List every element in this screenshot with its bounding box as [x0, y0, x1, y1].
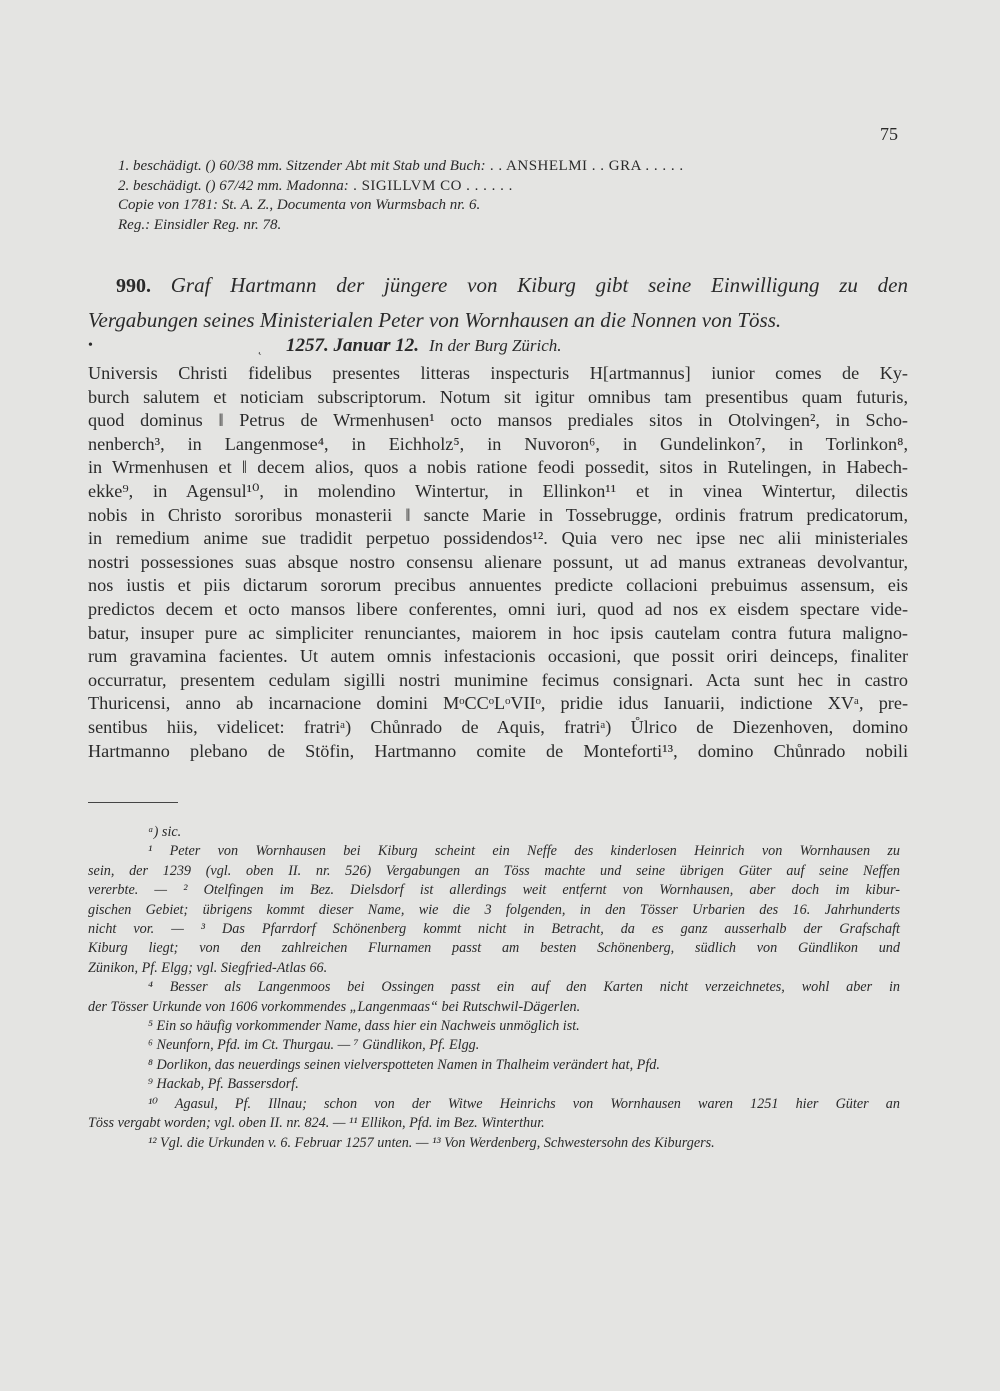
text-line: in remedium anime sue tradidit perpetuo possidendos¹². Quia vero nec ipse nec alii ministeriales	[88, 528, 908, 549]
footnote-line: ¹⁰ Agasul, Pf. Illnau; schon von der Witwe Heinrichs von Wornhausen waren 1251 hier Güter an	[148, 1095, 900, 1112]
footnote-line: gischen Gebiet; übrigens kommt dieser Name, wie die 3 folgenden, in den Tösser Urbarien des 16. Jahrhunderts	[88, 901, 900, 918]
text-line: nos iustis et piis dictarum sororum precibus annuentes predicte collacioni prebuimus assensum, eis	[88, 575, 908, 596]
text-line: sentibus hiis, videlicet: fratriᵃ) Chůnrado de Aquis, fratriᵃ) Ůlrico de Diezenhoven, domino	[88, 716, 908, 737]
seal-line: Copie von 1781: St. A. Z., Documenta von Wurmsbach nr. 6.	[118, 197, 481, 213]
seal-line: 1. beschädigt. () 60/38 mm. Sitzender Abt mit Stab und Buch: . . ANSHELMI . . GRA . . . . .	[118, 158, 684, 174]
margin-mark: •	[88, 338, 93, 353]
margin-mark: ˛	[258, 341, 262, 355]
text-line: quod dominus ‖ Petrus de Wrmenhusen¹ octo mansos prediales sitos in Otolvingen², in Scho-	[88, 410, 908, 431]
footnote-line: ⁵ Ein so häufig vorkommender Name, dass hier ein Nachweis unmöglich ist.	[148, 1018, 580, 1035]
seal-line: Reg.: Einsidler Reg. nr. 78.	[118, 216, 282, 233]
charter-number: 990.	[116, 275, 151, 297]
charter-text	[88, 362, 908, 763]
footnote-line: Kiburg liegt; von den zahlreichen Flurnamen passt am besten Schönenberg, südlich von Gündlikon und	[88, 940, 900, 957]
footnote-line: ⁹ Hackab, Pf. Bassersdorf.	[148, 1076, 299, 1093]
text-line: in Wrmenhusen et ‖ decem alios, quos a nobis ratione feodi possedit, sitos in Rutelingen, in Habech-	[88, 457, 908, 478]
text-line: Thuricensi, anno ab incarnacione domini MᵒCCᵒLᵒVIIᵒ, pridie idus Ianuarii, indictione XVᵃ, pre-	[88, 693, 908, 714]
footnote-line: sein, der 1239 (vgl. oben II. nr. 526) Vergabungen an Töss machte und seine übrigen Güter auf seine Neffen	[88, 862, 900, 879]
footnote-line: nicht vor. — ³ Das Pfarrdorf Schönenberg kommt nicht in Betracht, da es ganz ausserhalb der Grafschaft	[88, 921, 900, 938]
heading-line-1: 990. Graf Hartmann der jüngere von Kiburg gibt seine Einwilligung zu den	[88, 268, 908, 303]
text-line: ekke⁹, in Agensul¹⁰, in molendino Wintertur, in Ellinkon¹¹ et in vinea Wintertur, dilectis	[88, 480, 908, 501]
charter-place: In der Burg Zürich.	[429, 336, 562, 355]
text-line: nenberch³, in Langenmose⁴, in Eichholz⁵, in Nuvoron⁶, in Gundelinkon⁷, in Torlinkon⁸,	[88, 433, 908, 454]
text-line: predictos decem et octo mansos libere conferentes, omni iuri, quod ad nos ex eisdem spectare vide-	[88, 598, 908, 619]
seal-line: 2. beschädigt. () 67/42 mm. Madonna: . SIGILLVM CO . . . . . .	[118, 177, 513, 194]
heading-line-2: Vergabungen seines Ministerialen Peter von Wornhausen an die Nonnen von Töss.	[88, 308, 782, 332]
footnote-line: vererbte. — ² Otelfingen im Bez. Dielsdorf ist allerdings weit entfernt von Wornhausen, aber doch im kibur-	[88, 882, 900, 899]
text-line: Universis Christi fidelibus presentes litteras inspecturis H[artmannus] iunior comes de Ky-	[88, 363, 908, 383]
footnote-line: ⁶ Neunforn, Pfd. im Ct. Thurgau. — ⁷ Gündlikon, Pf. Elgg.	[148, 1037, 480, 1054]
text-line: nostri possessiones suas absque nostro consensu alienare possunt, ut ad manus extraneas devolvantur,	[88, 551, 908, 572]
footnote-line: der Tösser Urkunde von 1606 vorkommendes „Langenmaas“ bei Rutschwil-Dägerlen.	[88, 998, 581, 1015]
text-line: Hartmanno plebano de Stöfin, Hartmanno comite de Monteforti¹³, domino Chůnrado nobili	[88, 740, 908, 761]
page-number: 75	[880, 124, 898, 144]
footnote-line: Töss vergabt worden; vgl. oben II. nr. 824. — ¹¹ Ellikon, Pfd. im Bez. Winterthur.	[88, 1115, 545, 1132]
text-line: rum gravamina facientes. Ut autem omnis infestacionis occasioni, que possit oriri deinceps, finaliter	[88, 646, 908, 667]
footnote-line: ᵃ) sic.	[148, 824, 182, 840]
footnote-divider	[88, 802, 178, 803]
text-line: batur, insuper pure ac simpliciter renunciantes, maiorem in hoc ipsis cautelam contra futura maligno-	[88, 622, 908, 643]
footnote-line: ⁸ Dorlikon, das neuerdings seinen vielverspotteten Namen in Thalheim verändert hat, Pfd.	[148, 1056, 660, 1073]
footnote-line: ¹ Peter von Wornhausen bei Kiburg scheint ein Neffe des kinderlosen Heinrich von Wornhausen zu	[148, 843, 900, 860]
text-line: burch salutem et noticiam subscriptorum. Notum sit igitur omnibus tam presentibus quam futuris,	[88, 386, 908, 407]
text-line: nobis in Christo sororibus monasterii ‖ sancte Marie in Tossebrugge, ordinis fratrum predicatorum,	[88, 504, 908, 525]
footnotes	[88, 823, 908, 1153]
charter-date: 1257. Januar 12. In der Burg Zürich.	[286, 335, 562, 356]
footnote-line: ¹² Vgl. die Urkunden v. 6. Februar 1257 unten. — ¹³ Von Werdenberg, Schwestersohn des Kiburgers.	[148, 1134, 715, 1151]
text-line: occurratur, presentem cedulam sigilli nostri munimine fecimus consignari. Acta sunt hec in castro	[88, 669, 908, 690]
charter-heading	[88, 268, 908, 337]
footnote-line: ⁴ Besser als Langenmoos bei Ossingen passt ein auf den Karten nicht verzeichnetes, wohl aber in	[148, 979, 900, 996]
seal-description	[118, 157, 908, 235]
footnote-line: Zünikon, Pf. Elgg; vgl. Siegfried-Atlas 66.	[88, 959, 328, 976]
